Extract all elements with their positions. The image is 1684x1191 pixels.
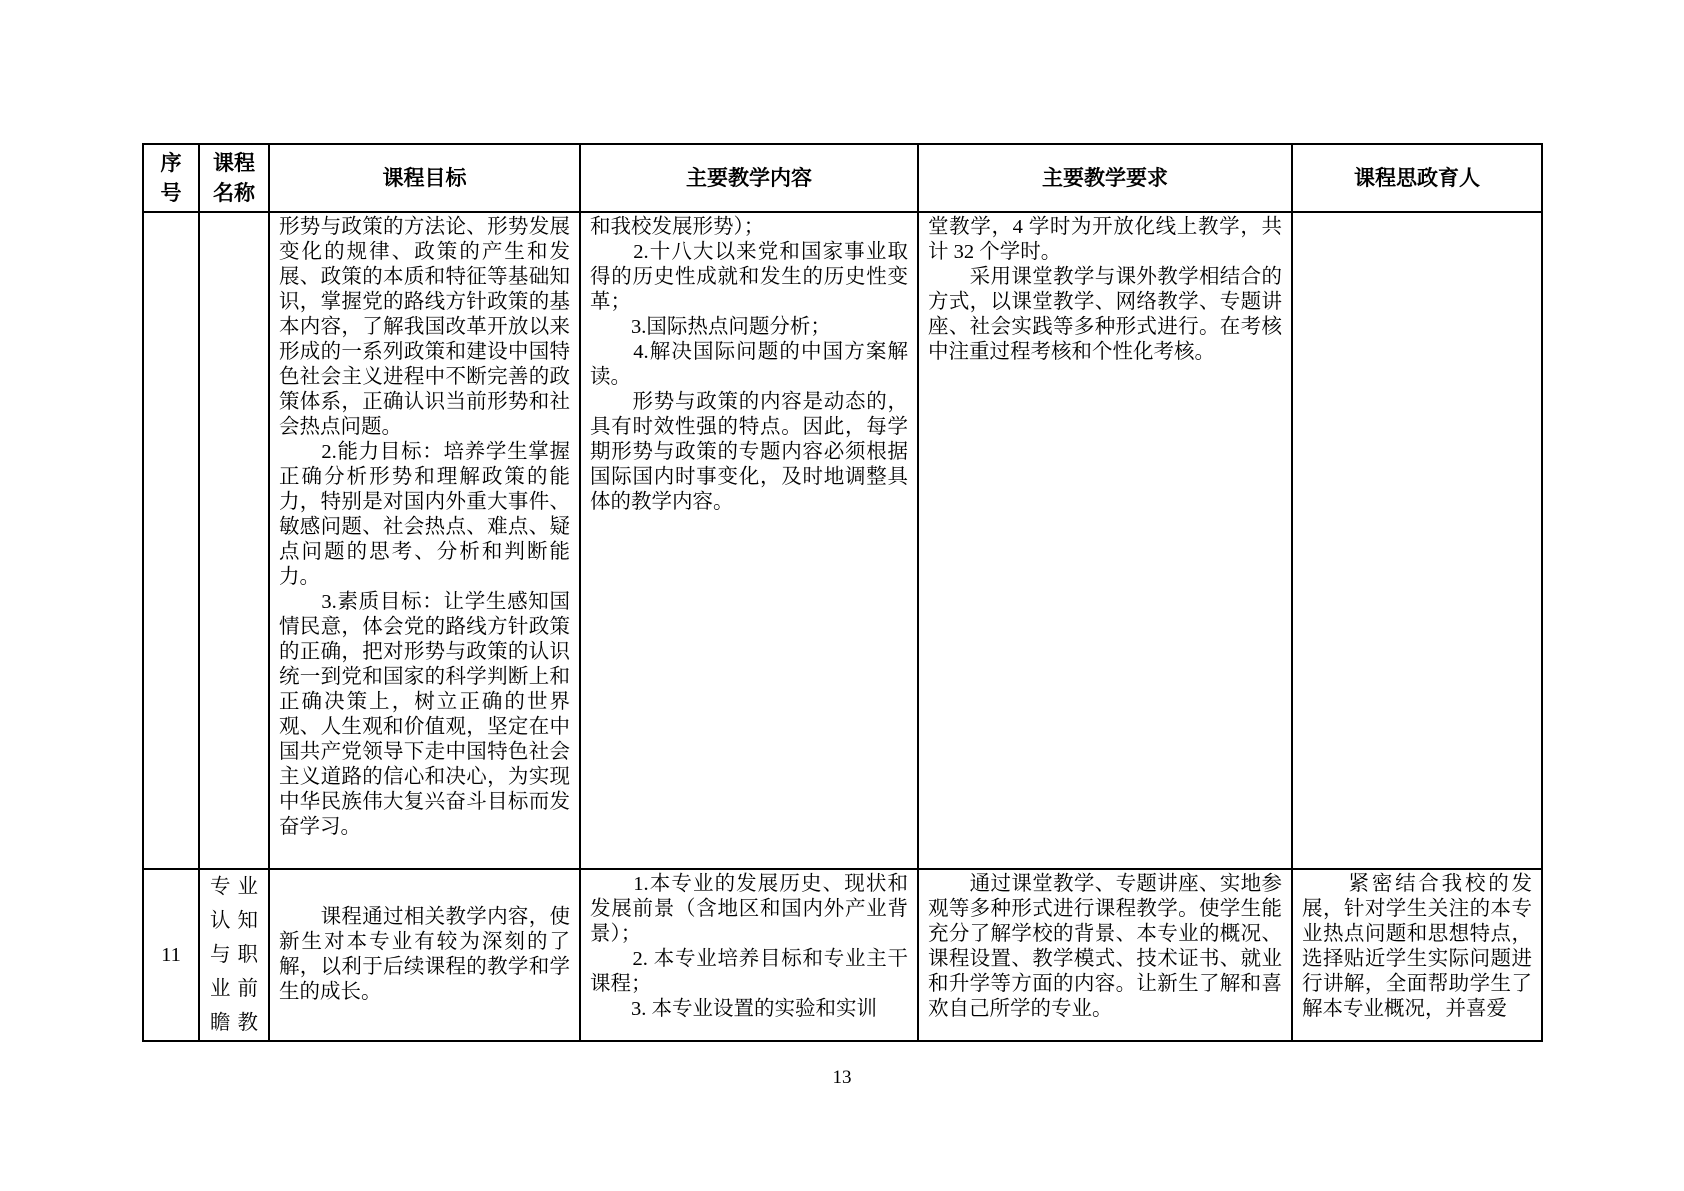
cell-number: 11 [143,869,199,1041]
header-col-content: 主要教学内容 [580,144,918,212]
table-row-continuation [143,212,1542,869]
cell-requirements: 堂教学，4 学时为开放化线上教学，共计 32 个学时。 采用课堂教学与课外教学相结合的方式，以课堂教学、网络教学、专题讲座、社会实践等多种形式进行。在考核中注重过程考核和个性化考核。 [918,212,1292,869]
cell-course-name: 专业认知与职业前瞻教 [199,869,269,1041]
cell-content: 1.本专业的发展历史、现状和发展前景（含地区和国内外产业背景）； 2. 本专业培养目标和专业主干课程； 3. 本专业设置的实验和实训 [580,869,918,1041]
cell-ideology [1292,212,1542,869]
table-row-11 [143,869,1542,1041]
curriculum-table [142,143,1543,1042]
header-col-ideology: 课程思政育人 [1292,144,1542,212]
cell-ideology: 紧密结合我校的发展，针对学生关注的本专业热点问题和思想特点，选择贴近学生实际问题进行讲解，全面帮助学生了解本专业概况，并喜爱 [1292,869,1542,1041]
header-col-requirements: 主要教学要求 [918,144,1292,212]
header-col-course-name: 课程名称 [199,144,269,212]
cell-number [143,212,199,869]
header-col-number: 序号 [143,144,199,212]
table-header-row [143,144,1542,212]
cell-objectives: 形势与政策的方法论、形势发展变化的规律、政策的产生和发展、政策的本质和特征等基础知识，掌握党的路线方针政策的基本内容，了解我国改革开放以来形成的一系列政策和建设中国特色社会主义进程中不断完善的政策体系，正确认识当前形势和社会热点问题。 2.能力目标：培养学生掌握正确分析形势和理解政策的能力，特别是对国内外重大事件、敏感问题、社会热点、难点、疑点问题的思考、分析和判断能力。 3.素质目标：让学生感知国情民意，体会党的路线方针政策的正确，把对形势与政策的认识统一到党和国家的科学判断上和正确决策上，树立正确的世界观、人生观和价值观，坚定在中国共产党领导下走中国特色社会主义道路的信心和决心，为实现中华民族伟大复兴奋斗目标而发奋学习。 [269,212,580,869]
cell-content: 和我校发展形势）； 2.十八大以来党和国家事业取得的历史性成就和发生的历史性变革； 3.国际热点问题分析； 4.解决国际问题的中国方案解读。 形势与政策的内容是动态的，具有时效性强的特点。因此，每学期形势与政策的专题内容必须根据国际国内时事变化，及时地调整具体的教学内容。 [580,212,918,869]
cell-objectives: 课程通过相关教学内容，使新生对本专业有较为深刻的了解，以利于后续课程的教学和学生的成长。 [269,869,580,1041]
cell-course-name [199,212,269,869]
header-col-objectives: 课程目标 [269,144,580,212]
page-number: 13 [832,1067,852,1088]
cell-requirements: 通过课堂教学、专题讲座、实地参观等多种形式进行课程教学。使学生能充分了解学校的背景、本专业的概况、课程设置、教学模式、技术证书、就业和升学等方面的内容。让新生了解和喜欢自己所学的专业。 [918,869,1292,1041]
